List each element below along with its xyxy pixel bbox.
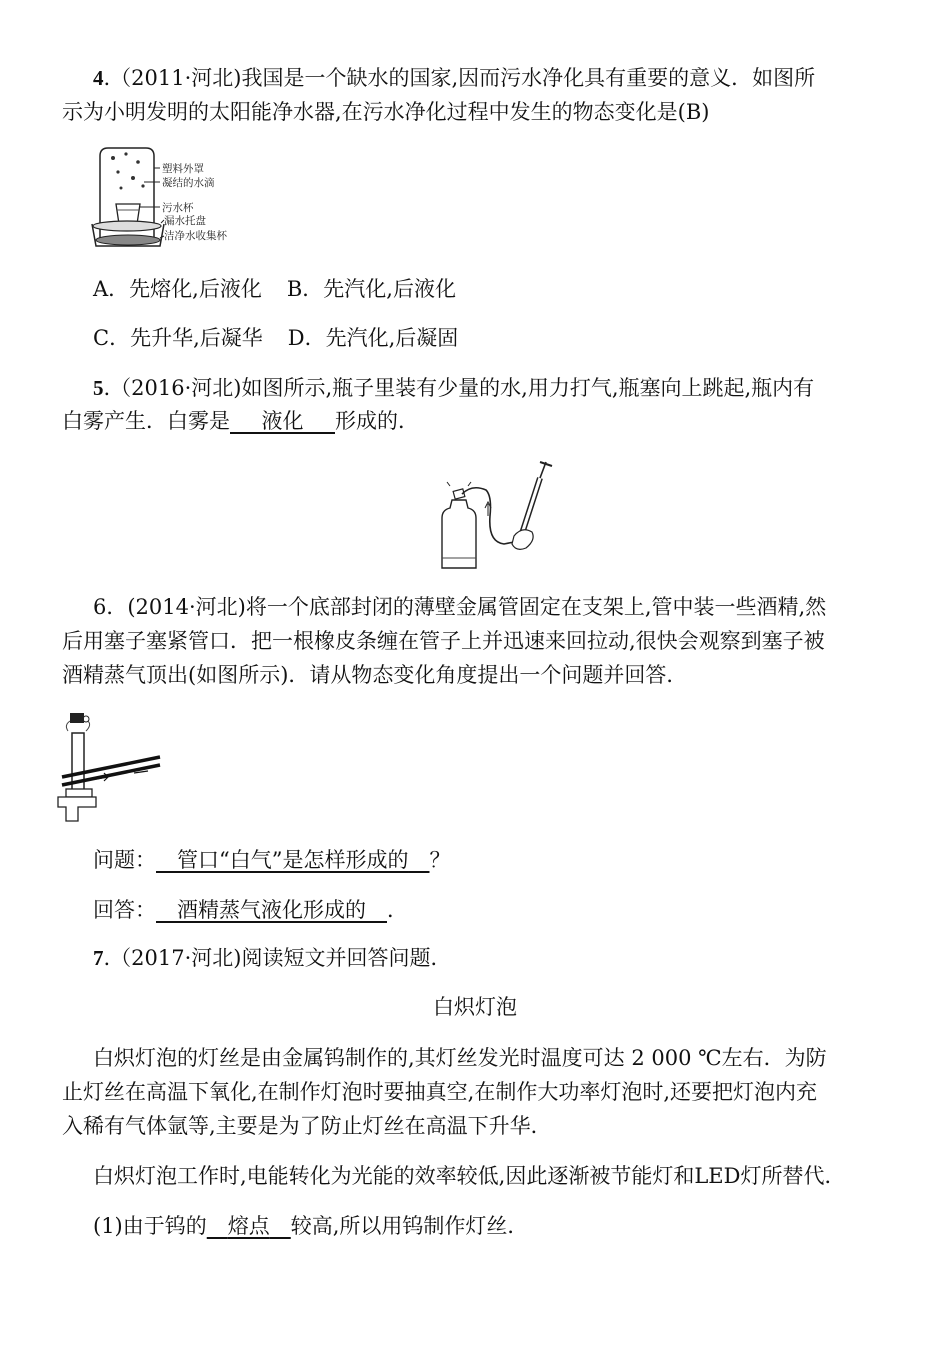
q4-option-b: B．先汽化,后液化 [286,277,456,301]
q6-reply-answer: 酒精蒸气液化形成的 [177,898,366,922]
q7-number: 7 [93,946,104,970]
q6-question-answer: 管口“白气”是怎样形成的 [177,848,409,872]
bottle-pump-figure [428,456,558,574]
q6-question-line [93,846,450,874]
q6-reply-end: ． [387,898,408,922]
q6-question-label: 问题： [93,848,156,872]
q7-sub1-line [93,1212,528,1240]
q7-line-1 [93,944,452,972]
q6-reply-blank [156,898,387,922]
q6-line-2: 后用塞子塞紧管口．把一根橡皮条缠在管子上并迅速来回拉动,很快会观察到塞子被 [62,629,825,653]
q4-option-c: C．先升华,后凝华 [93,326,263,350]
q6-reply-label: 回答： [93,898,156,922]
q7-sub1-answer: 熔点 [227,1214,270,1238]
q4-line-1 [93,64,815,92]
q7-sub1-text-1: (1)由于钨的 [93,1214,207,1238]
q5-text-1: .（2016·河北)如图所示,瓶子里装有少量的水,用力打气,瓶塞向上跳起,瓶内有 [103,376,815,400]
q7-para1-line-3: 入稀有气体氩等,主要是为了防止灯丝在高温下升华． [62,1114,552,1138]
q4-option-d: D．先汽化,后凝固 [287,326,459,350]
label-condensed-drops: 凝结的水滴 [162,177,215,189]
label-leak-tray: 漏水托盘 [164,215,206,227]
q4-text-1: .（2011·河北)我国是一个缺水的国家,因而污水净化具有重要的意义．如图所 [103,66,816,90]
alcohol-tube-figure [56,707,162,823]
q6-line-1: 6．(2014·河北)将一个底部封闭的薄壁金属管固定在支架上,管中装一些酒精,然 [93,595,827,619]
q7-article-title: 白炽灯泡 [433,995,517,1019]
q6-question-blank [156,848,429,872]
q4-options-ab [93,275,456,303]
q7-para1-line-2: 止灯丝在高温下氧化,在制作灯泡时要抽真空,在制作大功率灯泡时,还要把灯泡内充 [62,1080,818,1104]
q4-option-a: A．先熔化,后液化 [93,277,262,301]
q5-answer-blank [230,409,335,433]
q7-sub1-text-2: 较高,所以用钨制作灯丝． [290,1214,529,1238]
q6-question-end: ？ [429,848,451,872]
solar-water-purifier-figure [88,142,248,254]
q4-options-cd [93,324,458,352]
q7-para1-line-1: 白炽灯泡的灯丝是由金属钨制作的,其灯丝发光时温度可达 2 000 ℃左右．为防 [93,1046,827,1070]
q5-line-1 [93,374,814,402]
q5-line-2 [62,407,419,435]
q4-number: 4 [93,66,104,90]
q7-para2: 白炽灯泡工作时,电能转化为光能的效率较低,因此逐渐被节能灯和LED灯所替代． [93,1164,846,1188]
q7-text-1: .（2017·河北)阅读短文并回答问题． [103,946,452,970]
q5-text-3: 形成的． [335,409,419,433]
q5-answer: 液化 [261,409,304,433]
label-dirty-water-cup: 污水杯 [162,202,194,214]
label-plastic-cover: 塑料外罩 [162,163,204,175]
label-clean-water-cup: 洁净水收集杯 [164,230,227,242]
q6-reply-line [93,896,408,924]
q6-line-3: 酒精蒸气顶出(如图所示)．请从物态变化角度提出一个问题并回答． [62,663,688,687]
q7-sub1-blank [207,1214,291,1238]
q5-text-2: 白雾产生．白雾是 [62,409,230,433]
q4-line-2: 示为小明发明的太阳能净水器,在污水净化过程中发生的物态变化是(B) [62,100,710,124]
q5-number: 5 [93,376,104,400]
